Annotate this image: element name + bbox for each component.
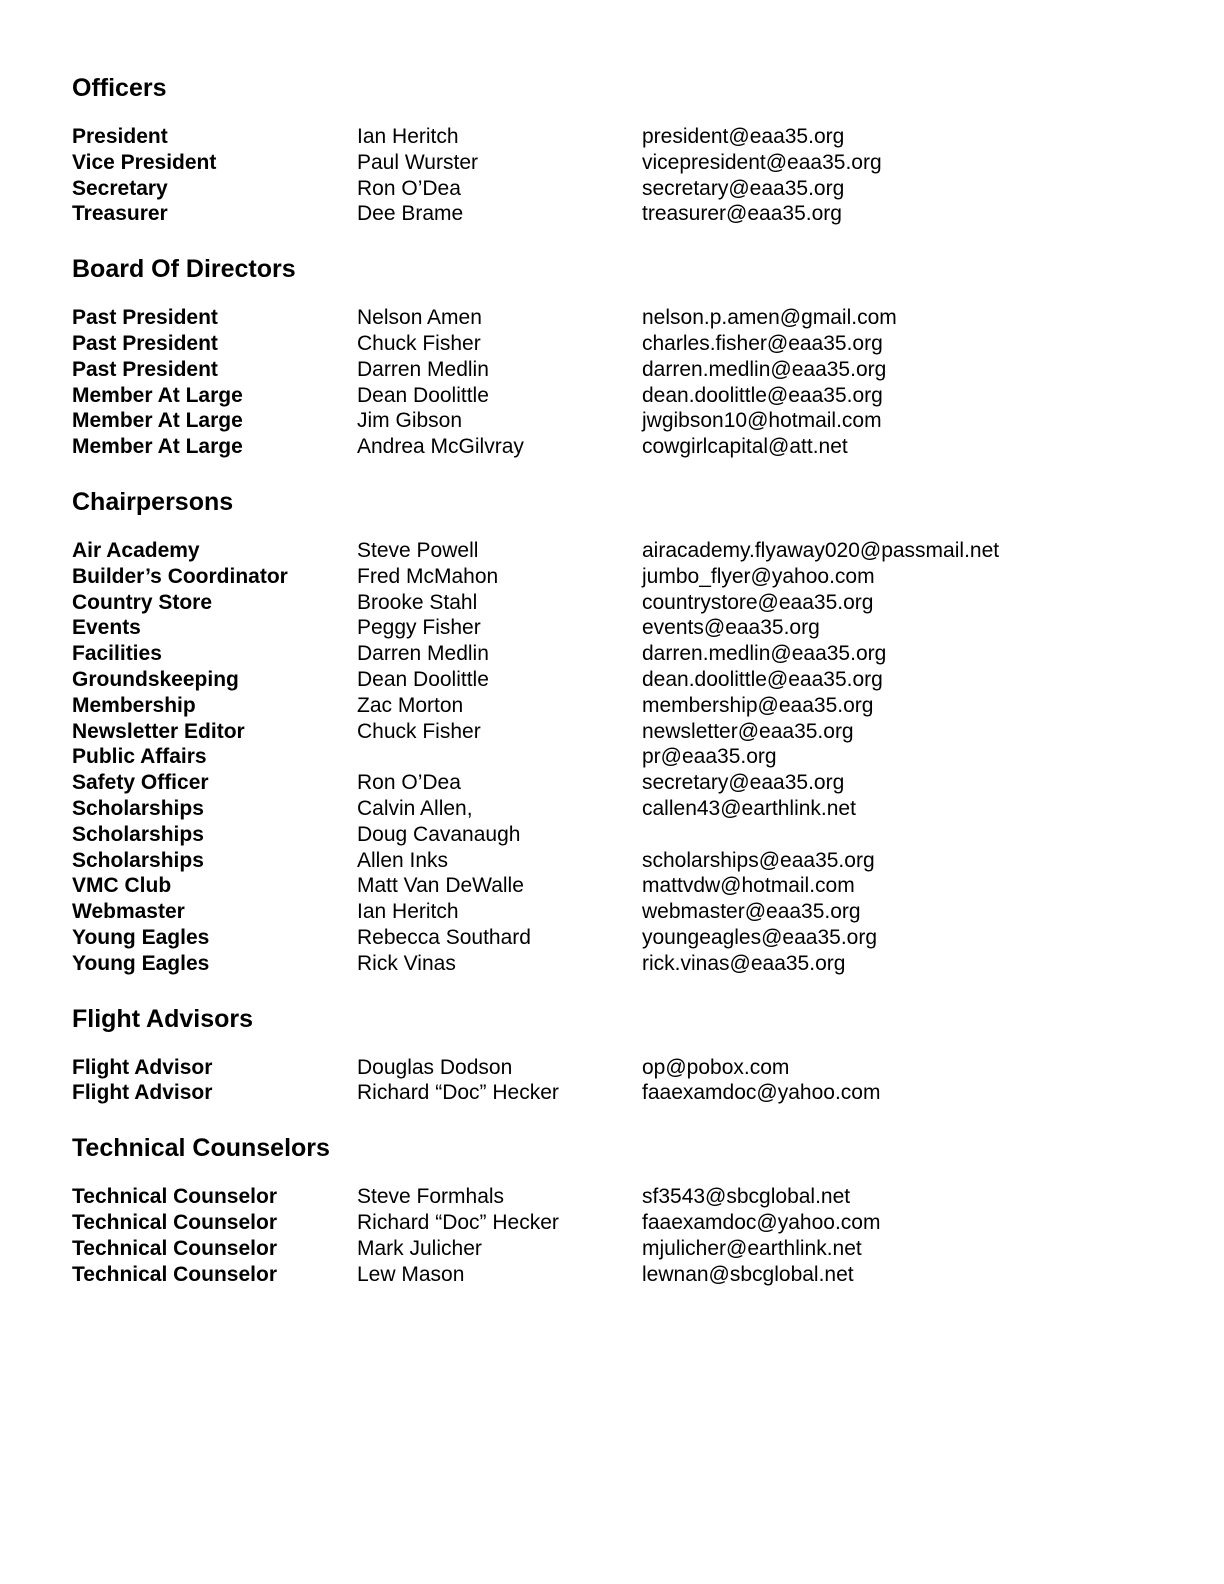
contact-row [72,770,1172,796]
contact-role: Past President [72,306,218,330]
contact-role: VMC Club [72,874,172,898]
contact-row [72,305,1172,331]
contact-name: Doug Cavanaugh [357,822,521,846]
contact-email: airacademy.flyaway020@passmail.net [642,538,1000,562]
section-spacer [72,460,1172,486]
contact-name: Lew Mason [357,1262,465,1286]
contact-role: Secretary [72,176,168,200]
contact-name: Chuck Fisher [357,719,481,743]
contact-name: Darren Medlin [357,642,489,666]
contact-email: nelson.p.amen@gmail.com [642,306,897,330]
contact-name: Steve Formhals [357,1185,505,1209]
contact-role: Scholarships [72,796,204,820]
contact-row [72,564,1172,590]
contact-email: youngeagles@eaa35.org [642,925,877,949]
contact-row [72,693,1172,719]
contact-role: Past President [72,357,218,381]
contact-name: Rebecca Southard [357,925,531,949]
contact-email: dean.doolittle@eaa35.org [642,383,883,407]
contact-email: cowgirlcapital@att.net [642,435,848,459]
contact-role: Safety Officer [72,771,209,795]
section-flight-advisors [72,1003,1172,1107]
contact-row [72,873,1172,899]
contact-role: Public Affairs [72,745,207,769]
contact-email: jwgibson10@hotmail.com [642,409,882,433]
contact-email: callen43@earthlink.net [642,796,856,820]
contact-role: Scholarships [72,822,204,846]
contact-row [72,124,1172,150]
contact-email: secretary@eaa35.org [642,771,845,795]
contact-role: Technical Counselor [72,1262,277,1286]
contact-email: treasurer@eaa35.org [642,202,842,226]
contact-email: dean.doolittle@eaa35.org [642,667,883,691]
contact-email: jumbo_flyer@yahoo.com [642,564,875,588]
contact-name: Ian Heritch [357,125,459,148]
contact-row [72,408,1172,434]
contact-name: Peggy Fisher [357,616,481,640]
contact-row [72,1184,1172,1210]
contact-row [72,357,1172,383]
contact-name: Brooke Stahl [357,590,478,614]
section-officers [72,72,1172,227]
contact-name: Dean Doolittle [357,667,489,691]
contact-row [72,1080,1172,1106]
contact-row [72,1236,1172,1262]
section-title: Board Of Directors [72,255,296,284]
contact-name: Calvin Allen, [357,796,473,820]
contact-email [642,822,1172,848]
contact-email: countrystore@eaa35.org [642,590,874,614]
section-title: Flight Advisors [72,1004,254,1033]
contact-email: rick.vinas@eaa35.org [642,951,846,975]
contact-role: Member At Large [72,383,243,407]
contact-row [72,719,1172,745]
section-spacer [72,977,1172,1003]
contact-name: Jim Gibson [357,409,463,433]
contact-email: events@eaa35.org [642,616,820,640]
contact-role: Groundskeeping [72,667,239,691]
contact-email: faaexamdoc@yahoo.com [642,1081,881,1105]
contact-name: Allen Inks [357,848,449,872]
contact-name: Matt Van DeWalle [357,874,524,898]
contact-role: Scholarships [72,848,204,872]
contact-row [72,538,1172,564]
contact-name: Richard “Doc” Hecker [357,1210,559,1234]
contact-name: Steve Powell [357,538,479,562]
contact-email: pr@eaa35.org [642,745,777,769]
contact-row [72,383,1172,409]
contact-row [72,615,1172,641]
contact-name: Zac Morton [357,693,464,717]
contact-email: vicepresident@eaa35.org [642,150,882,174]
contact-name: Dee Brame [357,202,464,226]
contact-role: Country Store [72,590,213,614]
contact-email: scholarships@eaa35.org [642,848,875,872]
contact-name: Paul Wurster [357,150,478,174]
contact-role: Flight Advisor [72,1081,213,1105]
contact-row [72,1210,1172,1236]
contact-role: Newsletter Editor [72,719,245,743]
contact-email: darren.medlin@eaa35.org [642,357,887,381]
section-title: Officers [72,74,167,102]
contact-row [72,848,1172,874]
contact-name: Ian Heritch [357,900,459,924]
contact-name: Andrea McGilvray [357,435,524,459]
contact-name: Mark Julicher [357,1236,482,1260]
contact-role: President [72,125,168,148]
contact-row [72,201,1172,227]
contact-email: mjulicher@earthlink.net [642,1236,862,1260]
section-technical-counselors [72,1132,1172,1287]
contact-row [72,822,1172,848]
contact-email: president@eaa35.org [642,125,845,148]
contact-role: Treasurer [72,202,168,226]
contact-role: Webmaster [72,900,185,924]
contact-role: Events [72,616,141,640]
contact-role: Past President [72,331,218,355]
contact-role: Young Eagles [72,951,210,975]
contact-role: Young Eagles [72,925,210,949]
contact-name [357,744,642,770]
contact-role: Member At Large [72,435,243,459]
section-board-of-directors [72,253,1172,460]
contact-row [72,899,1172,925]
contact-role: Vice President [72,150,217,174]
contact-email: membership@eaa35.org [642,693,874,717]
section-title: Technical Counselors [72,1134,330,1163]
contact-role: Technical Counselor [72,1236,277,1260]
contact-email: charles.fisher@eaa35.org [642,331,883,355]
contact-name: Nelson Amen [357,306,482,330]
contact-row [72,796,1172,822]
contact-email: newsletter@eaa35.org [642,719,854,743]
contact-email: sf3543@sbcglobal.net [642,1185,851,1209]
contact-row [72,176,1172,202]
section-spacer [72,1106,1172,1132]
contact-name: Chuck Fisher [357,331,481,355]
section-spacer [72,227,1172,253]
contact-role: Air Academy [72,538,200,562]
contact-row [72,925,1172,951]
contact-row [72,951,1172,977]
contact-row [72,667,1172,693]
contact-name: Darren Medlin [357,357,489,381]
contact-directory [72,72,1172,1287]
section-chairpersons [72,486,1172,977]
contact-role: Technical Counselor [72,1210,277,1234]
contact-name: Ron O’Dea [357,771,461,795]
contact-role: Builder’s Coordinator [72,564,288,588]
contact-role: Flight Advisor [72,1055,213,1079]
contact-email: webmaster@eaa35.org [642,900,861,924]
contact-row [72,590,1172,616]
contact-email: darren.medlin@eaa35.org [642,642,887,666]
contact-name: Rick Vinas [357,951,456,975]
contact-row [72,150,1172,176]
contact-row [72,331,1172,357]
contact-role: Technical Counselor [72,1185,277,1209]
contact-name: Fred McMahon [357,564,499,588]
contact-email: secretary@eaa35.org [642,176,845,200]
contact-name: Ron O’Dea [357,176,461,200]
contact-role: Member At Large [72,409,243,433]
contact-email: mattvdw@hotmail.com [642,874,855,898]
contact-name: Douglas Dodson [357,1055,513,1079]
contact-name: Dean Doolittle [357,383,489,407]
contact-row [72,1055,1172,1081]
contact-email: op@pobox.com [642,1055,790,1079]
contact-row [72,434,1172,460]
contact-row [72,1262,1172,1288]
contact-email: faaexamdoc@yahoo.com [642,1210,881,1234]
contact-row [72,641,1172,667]
contact-role: Membership [72,693,196,717]
contact-name: Richard “Doc” Hecker [357,1081,559,1105]
section-title: Chairpersons [72,487,234,516]
contact-email: lewnan@sbcglobal.net [642,1262,854,1286]
contact-role: Facilities [72,642,162,666]
contact-row [72,744,1172,770]
